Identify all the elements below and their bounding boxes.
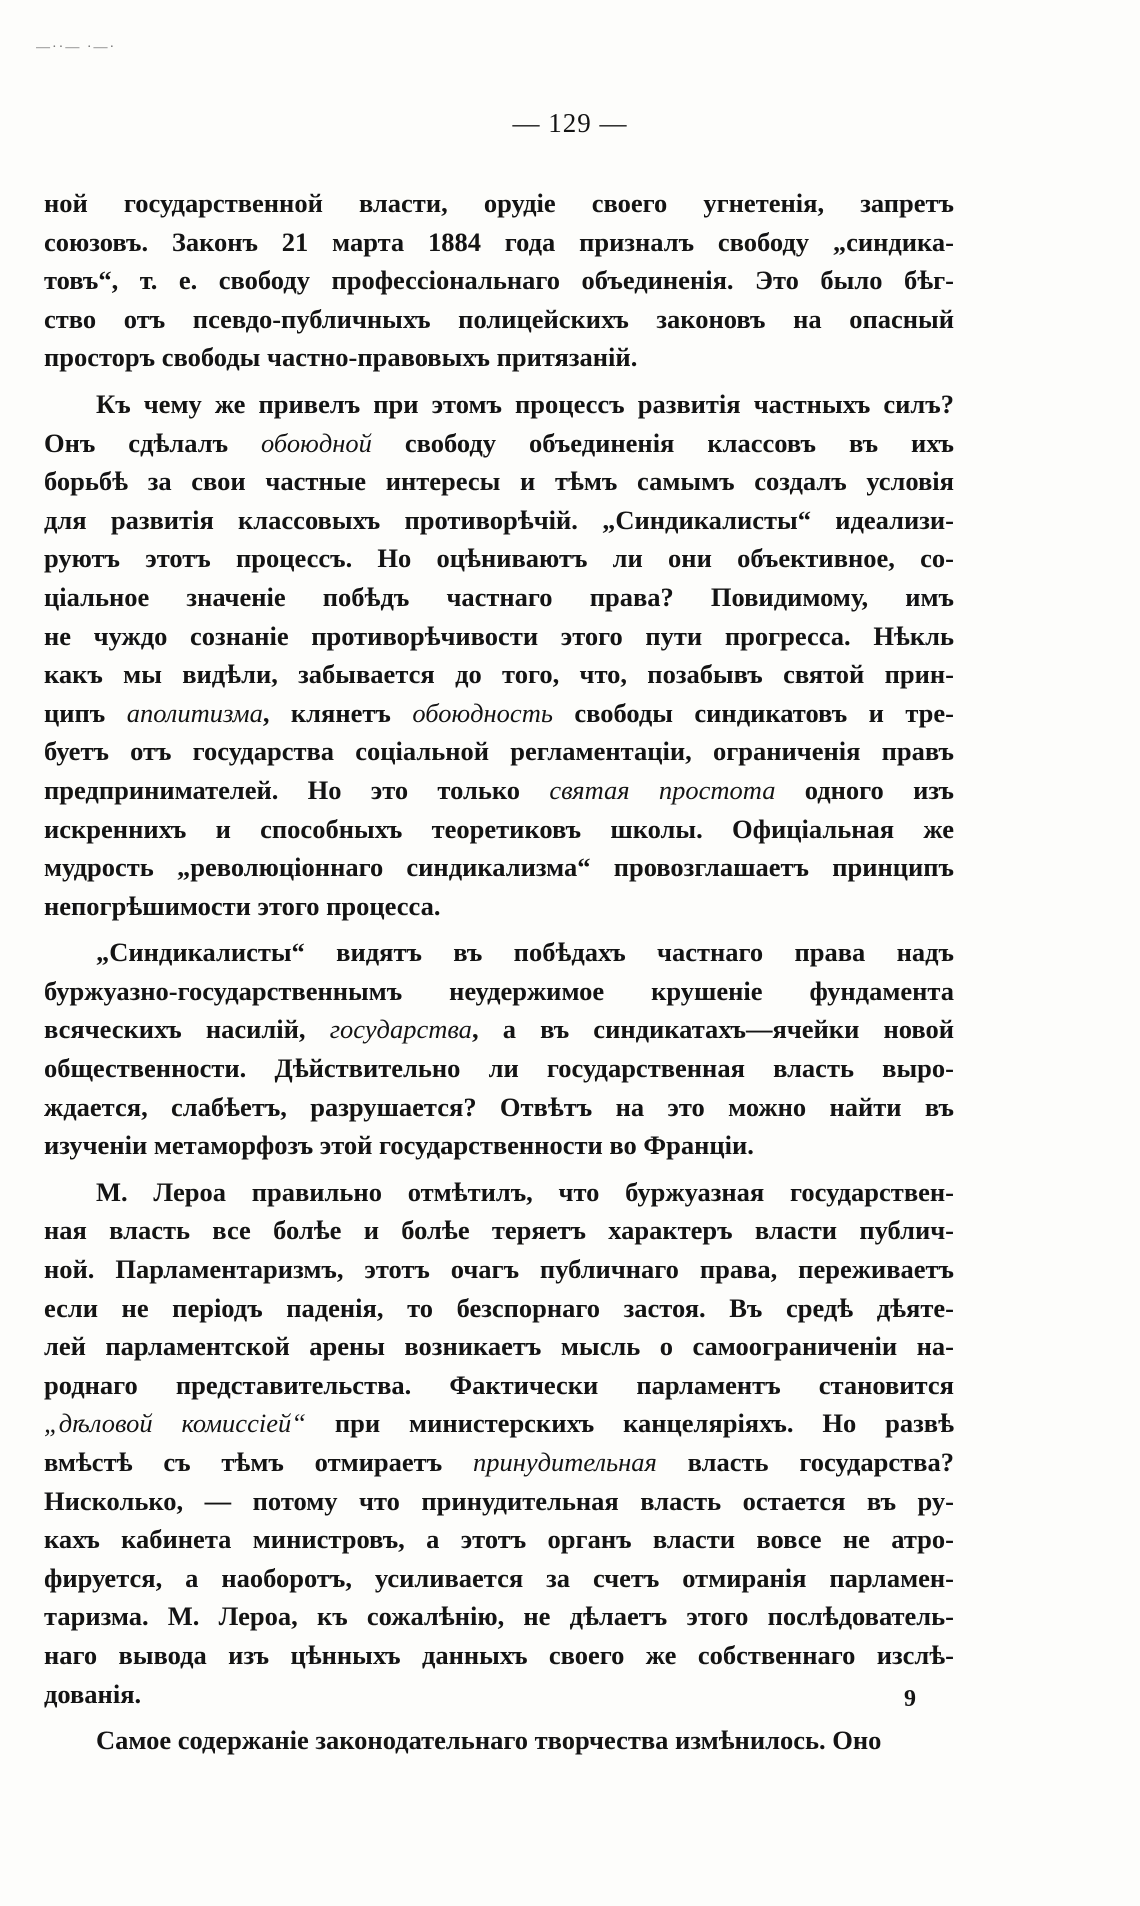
text-line: кахъ кабинета министровъ, а этотъ органъ власти вовсе не атро- [44,1524,954,1555]
text-line: Онъ сдѣлалъ обоюдной свободу объединенія классовъ въ ихъ [44,427,954,458]
text-line: лей парламентской арены возникаетъ мысль о самоограниченіи на- [44,1331,954,1362]
text-line: непогрѣшимости этого процесса. [44,890,441,921]
text-line: искреннихъ и способныхъ теоретиковъ школы. Офиціальная же [44,813,954,844]
italic-phrase: аполитизма [126,697,263,728]
text-line: изученіи метаморфозъ этой государственности во Франціи. [44,1130,754,1161]
text-line: дованія. [44,1678,142,1709]
text-line: руютъ этотъ процессъ. Но оцѣниваютъ ли они объективное, со- [44,543,954,574]
text-line: таризма. М. Лероа, къ сожалѣнію, не дѣлаетъ этого послѣдователь- [44,1601,954,1632]
text-line: роднаго представительства. Фактически парламентъ становится [44,1369,954,1400]
text-line: Самое содержаніе законодательнаго творчества измѣнилось. Оно [96,1725,882,1756]
text-line: буетъ отъ государства соціальной регламентаціи, ограниченія правъ [44,736,954,767]
italic-phrase: „дѣловой комиссіей“ [44,1408,306,1439]
body-text [44,184,954,1760]
text-line: Къ чему же привелъ при этомъ процессъ развитія частныхъ силъ? [96,388,954,419]
italic-phrase: святая простота [549,774,776,805]
italic-phrase: государства [329,1014,472,1045]
text-line: для развитія классовыхъ противорѣчій. „Синдикалисты“ идеализи- [44,504,954,535]
text-line: ціальное значеніе побѣдъ частнаго права? Повидимому, имъ [44,581,954,612]
text-line: ство отъ псевдо-публичныхъ полицейскихъ законовъ на опасный [44,303,954,334]
text-line: буржуазно-государственнымъ неудержимое крушеніе фундамента [44,975,954,1006]
text-line: предпринимателей. Но это только святая простота одного изъ [44,774,954,805]
text-line: фируется, а наоборотъ, усиливается за счетъ отмиранія парламен- [44,1562,954,1593]
signature-mark: 9 [904,1686,916,1712]
text-line: всяческихъ насилій, государства, а въ синдикатахъ—ячейки новой [44,1014,954,1045]
text-line: ной. Парламентаризмъ, этотъ очагъ публичнаго права, переживаетъ [44,1254,954,1285]
text-line: наго вывода изъ цѣнныхъ данныхъ своего же собственнаго изслѣ- [44,1639,954,1670]
text-line: мудрость „революціоннаго синдикализма“ провозглашаетъ принципъ [44,852,954,883]
text-line: если не періодъ паденія, то безспорнаго застоя. Въ средѣ дѣяте- [44,1292,954,1323]
text-line: не чуждо сознаніе противорѣчивости этого пути прогресса. Нѣкль [44,620,954,651]
text-line: ципъ аполитизма, клянетъ обоюдность свободы синдикатовъ и тре- [44,697,954,728]
text-line: вмѣстѣ съ тѣмъ отмираетъ принудительная власть государства? [44,1447,954,1477]
italic-phrase: принудительная [473,1447,657,1477]
corner-mark: —··— ·—· [36,40,117,54]
italic-phrase: обоюдной [261,427,372,458]
text-line: товъ“, т. е. свободу профессіональнаго объединенія. Это было бѣг- [44,265,954,296]
text-line: просторъ свободы частно-правовыхъ притязаній. [44,342,638,373]
page-number: — 129 — [512,108,628,138]
text-line: Нисколько, — потому что принудительная власть остается въ ру- [44,1485,954,1516]
text-line: „дѣловой комиссіей“ при министерскихъ канцеляріяхъ. Но развѣ [44,1408,954,1439]
text-line: ная власть все болѣе и болѣе теряетъ характеръ власти публич- [44,1215,954,1246]
text-line: „Синдикалисты“ видятъ въ побѣдахъ частнаго права надъ [96,937,954,968]
text-line: ждается, слабѣетъ, разрушается? Отвѣтъ на это можно найти въ [44,1091,954,1122]
text-line: борьбѣ за свои частные интересы и тѣмъ самымъ создалъ условія [44,466,954,497]
text-line: М. Лероа правильно отмѣтилъ, что буржуазная государствен- [96,1176,954,1207]
text-line: общественности. Дѣйствительно ли государственная власть выро- [44,1053,954,1084]
text-line: союзовъ. Законъ 21 марта 1884 года призналъ свободу „синдика- [44,226,954,257]
text-line: какъ мы видѣли, забывается до того, что, позабывъ святой прин- [44,659,954,690]
italic-phrase: обоюдность [412,697,553,728]
text-line: ной государственной власти, орудіе своего угнетенія, запретъ [44,188,954,218]
